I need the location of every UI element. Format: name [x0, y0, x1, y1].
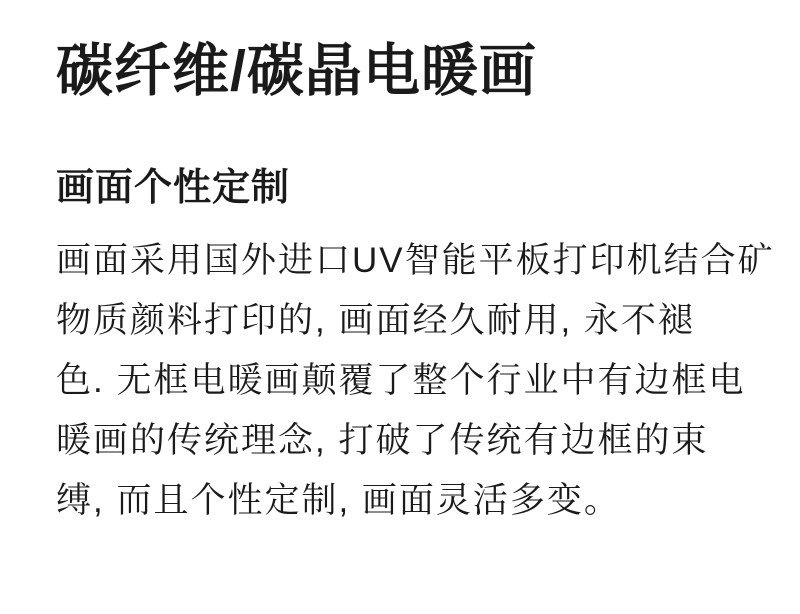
body-line-5: 缚, 而且个性定制, 画面灵活多变。	[56, 481, 621, 520]
body-line-3: 色. 无框电暖画颠覆了整个行业中有边框电	[56, 361, 746, 400]
body-line-4: 暖画的传统理念, 打破了传统有边框的束	[56, 421, 709, 460]
section-heading: 画面个性定制	[56, 167, 291, 209]
body-text	[56, 231, 775, 531]
body-line-1: 画面采用国外进口UV智能平板打印机结合矿	[56, 241, 775, 280]
body-line-2: 物质颜料打印的, 画面经久耐用, 永不褪	[56, 301, 695, 340]
page-title: 碳纤维/碳晶电暖画	[56, 39, 537, 103]
